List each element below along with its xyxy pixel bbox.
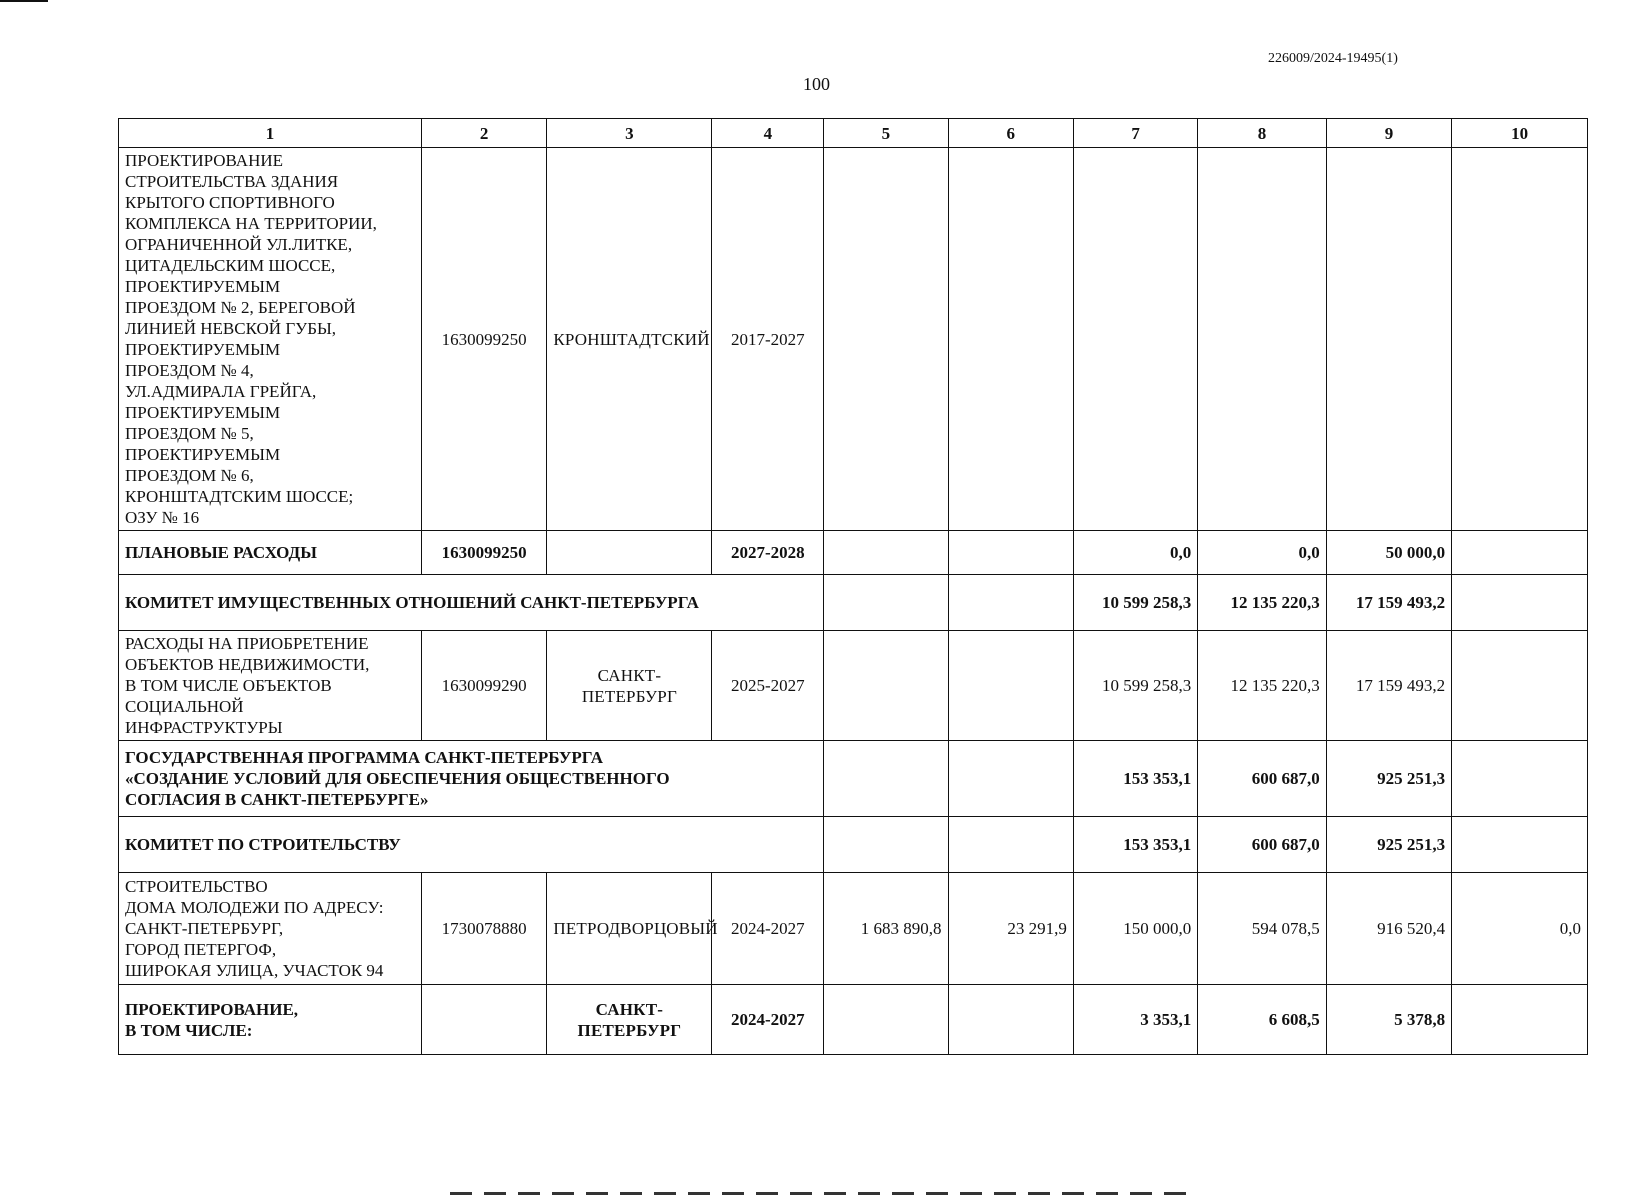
period: 2024-2027 <box>712 985 824 1055</box>
period: 2025-2027 <box>712 631 824 741</box>
table-row <box>119 631 1588 741</box>
value-col-8: 12 135 220,3 <box>1198 575 1327 631</box>
table-row <box>119 873 1588 985</box>
value-col-7: 3 353,1 <box>1073 985 1197 1055</box>
value-col-8: 594 078,5 <box>1198 873 1327 985</box>
section-title: КОМИТЕТ ИМУЩЕСТВЕННЫХ ОТНОШЕНИЙ САНКТ-ПЕТЕРБУРГА <box>119 575 824 631</box>
value-col-8 <box>1198 148 1327 531</box>
table-row <box>119 741 1588 817</box>
value-col-10: 0,0 <box>1452 873 1588 985</box>
value-col-9: 916 520,4 <box>1326 873 1451 985</box>
scan-bottom-marks <box>450 1192 1190 1195</box>
expense-name: РАСХОДЫ НА ПРИОБРЕТЕНИЕ ОБЪЕКТОВ НЕДВИЖИМОСТИ, В ТОМ ЧИСЛЕ ОБЪЕКТОВ СОЦИАЛЬНОЙ ИНФРАСТРУКТУРЫ <box>119 631 422 741</box>
value-col-9: 925 251,3 <box>1326 741 1451 817</box>
district <box>547 531 712 575</box>
table-row <box>119 575 1588 631</box>
value-col-8: 12 135 220,3 <box>1198 631 1327 741</box>
budget-code: 1730078880 <box>421 873 546 985</box>
column-number-header-row <box>119 119 1588 148</box>
column-header: 7 <box>1073 119 1197 148</box>
column-header: 1 <box>119 119 422 148</box>
value-col-8: 600 687,0 <box>1198 741 1327 817</box>
district: САНКТ-ПЕТЕРБУРГ <box>547 631 712 741</box>
value-col-6 <box>948 817 1073 873</box>
value-col-5 <box>824 631 948 741</box>
value-col-7: 150 000,0 <box>1073 873 1197 985</box>
value-col-6: 23 291,9 <box>948 873 1073 985</box>
value-col-10 <box>1452 575 1588 631</box>
value-col-10 <box>1452 741 1588 817</box>
value-col-7: 10 599 258,3 <box>1073 631 1197 741</box>
value-col-6 <box>948 741 1073 817</box>
value-col-9: 17 159 493,2 <box>1326 575 1451 631</box>
value-col-5 <box>824 531 948 575</box>
table-row <box>119 985 1588 1055</box>
scan-edge-mark <box>0 0 48 2</box>
value-col-5: 1 683 890,8 <box>824 873 948 985</box>
column-header: 2 <box>421 119 546 148</box>
budget-code: 1630099250 <box>421 531 546 575</box>
value-col-6 <box>948 631 1073 741</box>
table-row <box>119 531 1588 575</box>
budget-code <box>421 985 546 1055</box>
value-col-7: 0,0 <box>1073 531 1197 575</box>
expense-name: ПЛАНОВЫЕ РАСХОДЫ <box>119 531 422 575</box>
value-col-9: 925 251,3 <box>1326 817 1451 873</box>
value-col-7: 153 353,1 <box>1073 817 1197 873</box>
value-col-6 <box>948 985 1073 1055</box>
value-col-10 <box>1452 631 1588 741</box>
value-col-6 <box>948 148 1073 531</box>
page-number: 100 <box>803 74 830 94</box>
value-col-10 <box>1452 148 1588 531</box>
value-col-9: 50 000,0 <box>1326 531 1451 575</box>
value-col-10 <box>1452 985 1588 1055</box>
column-header: 9 <box>1326 119 1451 148</box>
section-title: ГОСУДАРСТВЕННАЯ ПРОГРАММА САНКТ-ПЕТЕРБУРГА «СОЗДАНИЕ УСЛОВИЙ ДЛЯ ОБЕСПЕЧЕНИЯ ОБЩЕСТВЕННОГО СОГЛАСИЯ В САНКТ-ПЕТЕРБУРГЕ» <box>119 741 824 817</box>
budget-code: 1630099250 <box>421 148 546 531</box>
column-header: 8 <box>1198 119 1327 148</box>
value-col-7: 10 599 258,3 <box>1073 575 1197 631</box>
value-col-9: 17 159 493,2 <box>1326 631 1451 741</box>
expense-name: ПРОЕКТИРОВАНИЕ, В ТОМ ЧИСЛЕ: <box>119 985 422 1055</box>
value-col-10 <box>1452 817 1588 873</box>
budget-table <box>118 118 1588 1055</box>
period: 2024-2027 <box>712 873 824 985</box>
value-col-9: 5 378,8 <box>1326 985 1451 1055</box>
period: 2017-2027 <box>712 148 824 531</box>
district: КРОНШТАДТСКИЙ <box>547 148 712 531</box>
district: САНКТ-ПЕТЕРБУРГ <box>547 985 712 1055</box>
value-col-5 <box>824 148 948 531</box>
column-header: 10 <box>1452 119 1588 148</box>
value-col-9 <box>1326 148 1451 531</box>
table-row <box>119 148 1588 531</box>
value-col-6 <box>948 531 1073 575</box>
value-col-10 <box>1452 531 1588 575</box>
table-row <box>119 817 1588 873</box>
expense-name: СТРОИТЕЛЬСТВО ДОМА МОЛОДЕЖИ ПО АДРЕСУ: САНКТ-ПЕТЕРБУРГ, ГОРОД ПЕТЕРГОФ, ШИРОКАЯ УЛИЦА, УЧАСТОК 94 <box>119 873 422 985</box>
value-col-5 <box>824 985 948 1055</box>
value-col-7 <box>1073 148 1197 531</box>
value-col-5 <box>824 817 948 873</box>
value-col-8: 600 687,0 <box>1198 817 1327 873</box>
value-col-5 <box>824 741 948 817</box>
column-header: 3 <box>547 119 712 148</box>
column-header: 6 <box>948 119 1073 148</box>
value-col-8: 6 608,5 <box>1198 985 1327 1055</box>
district: ПЕТРОДВОРЦОВЫЙ <box>547 873 712 985</box>
value-col-8: 0,0 <box>1198 531 1327 575</box>
section-title: КОМИТЕТ ПО СТРОИТЕЛЬСТВУ <box>119 817 824 873</box>
column-header: 5 <box>824 119 948 148</box>
budget-code: 1630099290 <box>421 631 546 741</box>
document-id: 226009/2024-19495(1) <box>1268 51 1398 66</box>
value-col-7: 153 353,1 <box>1073 741 1197 817</box>
period: 2027-2028 <box>712 531 824 575</box>
value-col-5 <box>824 575 948 631</box>
column-header: 4 <box>712 119 824 148</box>
expense-name: ПРОЕКТИРОВАНИЕ СТРОИТЕЛЬСТВА ЗДАНИЯ КРЫТОГО СПОРТИВНОГО КОМПЛЕКСА НА ТЕРРИТОРИИ, ОГРАНИЧЕННОЙ УЛ.ЛИТКЕ, ЦИТАДЕЛЬСКИМ ШОССЕ, ПРОЕКТИРУЕМЫМ ПРОЕЗДОМ № 2, БЕРЕГОВОЙ ЛИНИЕЙ НЕВСКОЙ ГУБЫ, ПРОЕКТИРУЕМЫМ ПРОЕЗДОМ № 4, УЛ.АДМИРАЛА ГРЕЙГА, ПРОЕКТИРУЕМЫМ ПРОЕЗДОМ № 5, ПРОЕКТИРУЕМЫМ ПРОЕЗДОМ № 6, КРОНШТАДТСКИМ ШОССЕ; ОЗУ № 16 <box>119 148 422 531</box>
value-col-6 <box>948 575 1073 631</box>
